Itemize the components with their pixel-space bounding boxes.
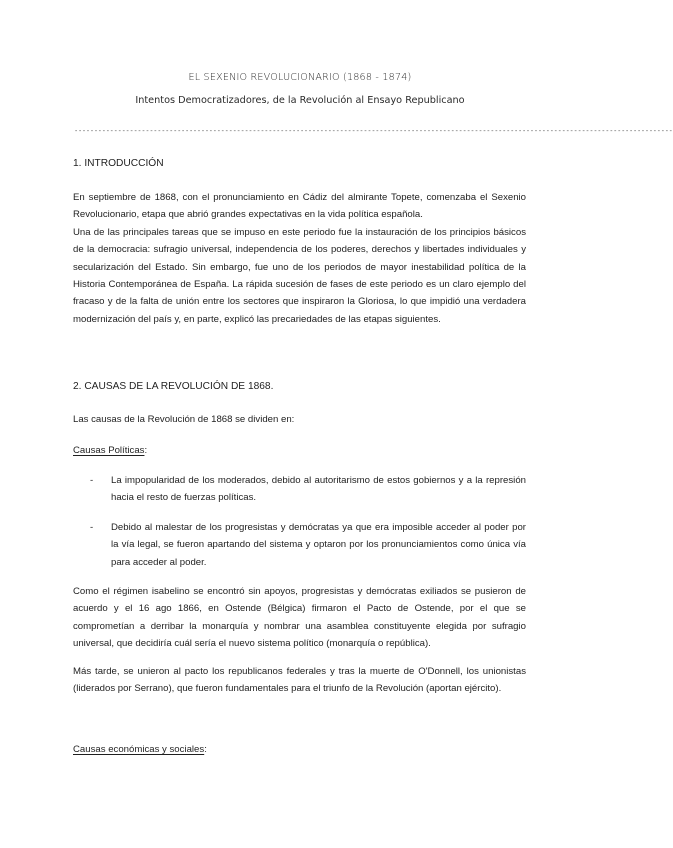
section-intro-body: [73, 189, 526, 328]
ostende-paragraph: Como el régimen isabelino se encontró sin apoyos, progresistas y demócratas exiliados se pusieron de acuerdo y el 16 ago 1866, en Ostende (Bélgica) firmaron el Pacto de Ostende, por el que se comprometían a derribar la monarquía y nombrar una asamblea constituyente elegida por sufragio universal, que decidiría cuál sería el nuevo sistema político (monarquía o república).: [73, 586, 526, 650]
causas-economicas-label-wrap: [73, 741, 526, 758]
causas-politicas-label: Causas Políticas: [73, 445, 145, 456]
causas-economicas-colon: :: [204, 744, 207, 755]
document-header: [0, 71, 600, 108]
bullet-2-wrap: [73, 519, 526, 571]
bullet-item: [73, 519, 526, 571]
ostende-paragraph-wrap: [73, 583, 526, 653]
document-title: EL SEXENIO REVOLUCIONARIO (1868 - 1874): [188, 72, 412, 83]
section-causas-heading-wrap: [73, 380, 526, 394]
section-intro-heading-wrap: [73, 157, 526, 171]
section-heading-causas: 2. CAUSAS DE LA REVOLUCIÓN DE 1868.: [73, 381, 274, 392]
causas-economicas-heading: [73, 741, 526, 758]
causas-politicas-colon: :: [144, 445, 148, 456]
pacto-paragraph-wrap: [73, 663, 526, 698]
bullet-1-wrap: [73, 472, 526, 507]
bullet-dash: -: [90, 522, 94, 533]
causas-politicas-list: [73, 472, 526, 507]
section-heading-intro: 1. INTRODUCCIÓN: [73, 158, 164, 169]
causas-politicas-heading: [73, 442, 526, 459]
causas-intro-wrap: [73, 411, 526, 428]
causas-politicas-label-wrap: [73, 442, 526, 459]
bullet-dash: -: [90, 475, 94, 486]
document-subtitle: Intentos Democratizadores, de la Revolución al Ensayo Republicano: [135, 95, 465, 106]
bullet-item: [73, 472, 526, 507]
causas-intro: Las causas de la Revolución de 1868 se dividen en:: [73, 414, 295, 425]
causas-economicas-label: Causas económicas y sociales: [73, 744, 205, 755]
separator-line: -------------------------------------------------------------------------------------------------------------------------------------------------------: [74, 127, 673, 135]
bullet-text: Debido al malestar de los progresistas y demócratas ya que era imposible acceder al poder por la vía legal, se fueron apartando del sistema y optaron por los pronunciamientos como única vía para acceder al poder.: [111, 522, 526, 568]
intro-paragraph-2: Una de las principales tareas que se impuso en este periodo fue la instauración de los principios básicos de la democracia: sufragio universal, independencia de los poderes, derechos y libertades individuales y secularización del Estado. Sin embargo, fue uno de los periodos de mayor inestabilidad política de la Historia Contemporánea de España. La rápida sucesión de fases de este periodo es un claro ejemplo del fracaso y de la falta de unión entre los sectores que inspiraron la Gloriosa, lo que impidió una verdadera modernización del país y, en parte, explicó las precariedades de las etapas siguientes.: [73, 226, 526, 325]
bullet-text: La impopularidad de los moderados, debido al autoritarismo de estos gobiernos y a la represión hacia el resto de fuerzas políticas.: [111, 475, 526, 504]
causas-politicas-list-2: [73, 519, 526, 571]
pacto-paragraph: Más tarde, se unieron al pacto los republicanos federales y tras la muerte de O'Donnell, los unionistas (liderados por Serrano), que fueron fundamentales para el triunfo de la Revolución (aportan ejército).: [73, 666, 526, 695]
intro-paragraph-1: En septiembre de 1868, con el pronunciamiento en Cádiz del almirante Topete, comenzaba el Sexenio Revolucionario, etapa que abrió grandes expectativas en la vida política española.: [73, 192, 526, 221]
